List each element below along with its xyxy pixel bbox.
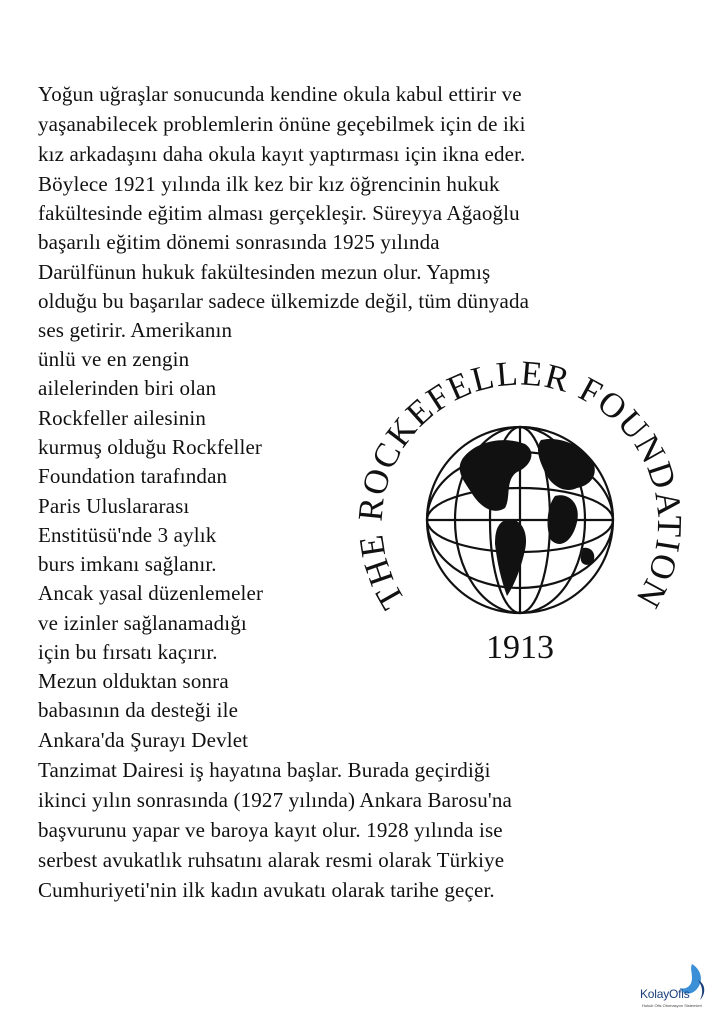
text-line: Rockfeller ailesinin [38,406,207,430]
text-line: serbest avukatlık ruhsatını alarak resmi olarak Türkiye [38,848,505,872]
text-line: Cumhuriyeti'nin ilk kadın avukatı olarak tarihe geçer. [38,878,495,902]
text-line: ikinci yılın sonrasında (1927 yılında) Ankara Barosu'na [38,788,512,812]
text-line: kız arkadaşını daha okula kayıt yaptırması için ikna eder. [38,142,526,166]
text-line: Böylece 1921 yılında ilk kez bir kız öğrencinin hukuk [38,172,500,196]
text-line: Darülfünun hukuk fakültesinden mezun olur. Yapmış [38,260,491,284]
text-line: yaşanabilecek problemlerin önüne geçebilmek için de iki [38,112,526,136]
text-line: Ankara'da Şurayı Devlet [38,728,249,752]
text-line: Paris Uluslararası [38,494,190,518]
logo-arc-text: THE OCKEFELLER FOUNDA ION [355,353,685,616]
text-line: burs imkanı sağlanır. [38,552,217,576]
text-line: Tanzimat Dairesi iş hayatına başlar. Burada geçirdiği [38,758,491,782]
brand-name: KolayOfis [640,987,690,1001]
text-line: ünlü ve en zengin [38,347,190,371]
text-line: babasının da desteği ile [38,698,239,722]
text-line: olduğu bu başarılar sadece ülkemizde değil, tüm dünyada [38,289,530,313]
text-line: ailelerinden biri olan [38,376,217,400]
text-line: için bu fırsatı kaçırır. [38,640,218,664]
text-line: Mezun olduktan sonra [38,669,229,693]
text-line: ses getirir. Amerikanın [38,318,233,342]
globe-icon [427,427,613,613]
brand-tagline: Hukuk Ofis Otomasyon Sistemleri [642,1003,702,1008]
text-line: Foundation tarafından [38,464,228,488]
text-line: fakültesinde eğitim alması gerçekleşir. Süreyya Ağaoğlu [38,201,520,225]
text-line: Enstitüsü'nde 3 aylık [38,523,217,547]
text-line: kurmuş olduğu Rockfeller [38,435,263,459]
text-line: başvurunu yapar ve baroya kayıt olur. 1928 yılında ise [38,818,503,842]
rockefeller-foundation-logo [355,340,685,680]
logo-year: 1913 [486,629,554,666]
text-line: ve izinler sağlanamadığı [38,611,247,635]
text-line: Ancak yasal düzenlemeler [38,581,264,605]
text-line: başarılı eğitim dönemi sonrasında 1925 yılında [38,230,440,254]
text-line: Yoğun uğraşlar sonucunda kendine okula kabul ettirir ve [38,82,522,106]
